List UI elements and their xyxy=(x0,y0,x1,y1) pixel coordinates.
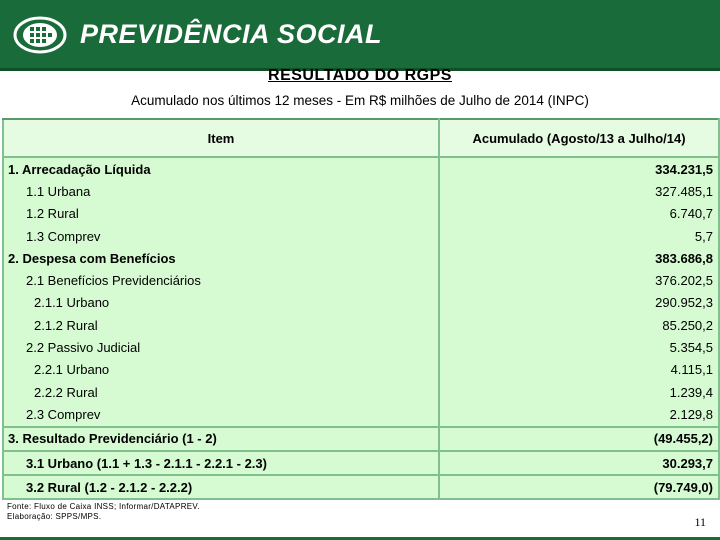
row-label: 1. Arrecadação Líquida xyxy=(3,157,439,180)
row-value: 5,7 xyxy=(439,225,719,247)
table-row xyxy=(3,359,719,381)
page-subtitle: Acumulado nos últimos 12 meses - Em R$ milhões de Julho de 2014 (INPC) xyxy=(131,93,589,108)
footnote-source: Fonte: Fluxo de Caixa INSS; Informar/DATAPREV. xyxy=(7,502,200,511)
row-label: 2.3 Comprev xyxy=(3,403,439,426)
row-value: 327.485,1 xyxy=(439,180,719,202)
previdencia-logo-icon xyxy=(12,14,72,56)
page-title: RESULTADO DO RGPS xyxy=(268,67,452,84)
table-row xyxy=(3,427,719,451)
row-value: 30.293,7 xyxy=(439,451,719,475)
table-row xyxy=(3,292,719,314)
row-label: 1.1 Urbana xyxy=(3,180,439,202)
table-row xyxy=(3,336,719,358)
row-value: 4.115,1 xyxy=(439,359,719,381)
table-row xyxy=(3,247,719,269)
row-label: 2.2 Passivo Judicial xyxy=(3,336,439,358)
brand-title: PREVIDÊNCIA SOCIAL xyxy=(80,19,383,49)
row-label: 2. Despesa com Benefícios xyxy=(3,247,439,269)
table-row xyxy=(3,451,719,475)
table-row xyxy=(3,475,719,499)
row-label: 3. Resultado Previdenciário (1 - 2) xyxy=(3,427,439,451)
table-row xyxy=(3,403,719,426)
row-label: 3.2 Rural (1.2 - 2.1.2 - 2.2.2) xyxy=(3,475,439,499)
column-header-accumulated: Acumulado (Agosto/13 a Julho/14) xyxy=(439,119,719,157)
table-row xyxy=(3,269,719,291)
row-value: (79.749,0) xyxy=(439,475,719,499)
table-row xyxy=(3,203,719,225)
row-value: 1.239,4 xyxy=(439,381,719,403)
row-value: 6.740,7 xyxy=(439,203,719,225)
row-value: 383.686,8 xyxy=(439,247,719,269)
row-label: 1.2 Rural xyxy=(3,203,439,225)
table-row xyxy=(3,381,719,403)
table-row xyxy=(3,314,719,336)
table-row xyxy=(3,180,719,202)
row-label: 2.1.1 Urbano xyxy=(3,292,439,314)
row-value: 334.231,5 xyxy=(439,157,719,180)
row-value: 85.250,2 xyxy=(439,314,719,336)
row-label: 1.3 Comprev xyxy=(3,225,439,247)
column-header-item: Item xyxy=(3,119,439,157)
row-label: 3.1 Urbano (1.1 + 1.3 - 2.1.1 - 2.2.1 - 2.3) xyxy=(3,451,439,475)
footnote xyxy=(7,502,200,522)
row-value: 376.202,5 xyxy=(439,269,719,291)
row-label: 2.1.2 Rural xyxy=(3,314,439,336)
header-bar xyxy=(0,0,720,71)
footnote-elaboration: Elaboração: SPPS/MPS. xyxy=(7,512,102,521)
page-number: 11 xyxy=(694,515,706,529)
row-label: 2.2.2 Rural xyxy=(3,381,439,403)
table-row xyxy=(3,157,719,180)
results-table xyxy=(2,118,718,495)
row-value: 2.129,8 xyxy=(439,403,719,426)
row-value: (49.455,2) xyxy=(439,427,719,451)
row-label: 2.2.1 Urbano xyxy=(3,359,439,381)
row-label: 2.1 Benefícios Previdenciários xyxy=(3,269,439,291)
row-value: 5.354,5 xyxy=(439,336,719,358)
row-value: 290.952,3 xyxy=(439,292,719,314)
table-row xyxy=(3,225,719,247)
